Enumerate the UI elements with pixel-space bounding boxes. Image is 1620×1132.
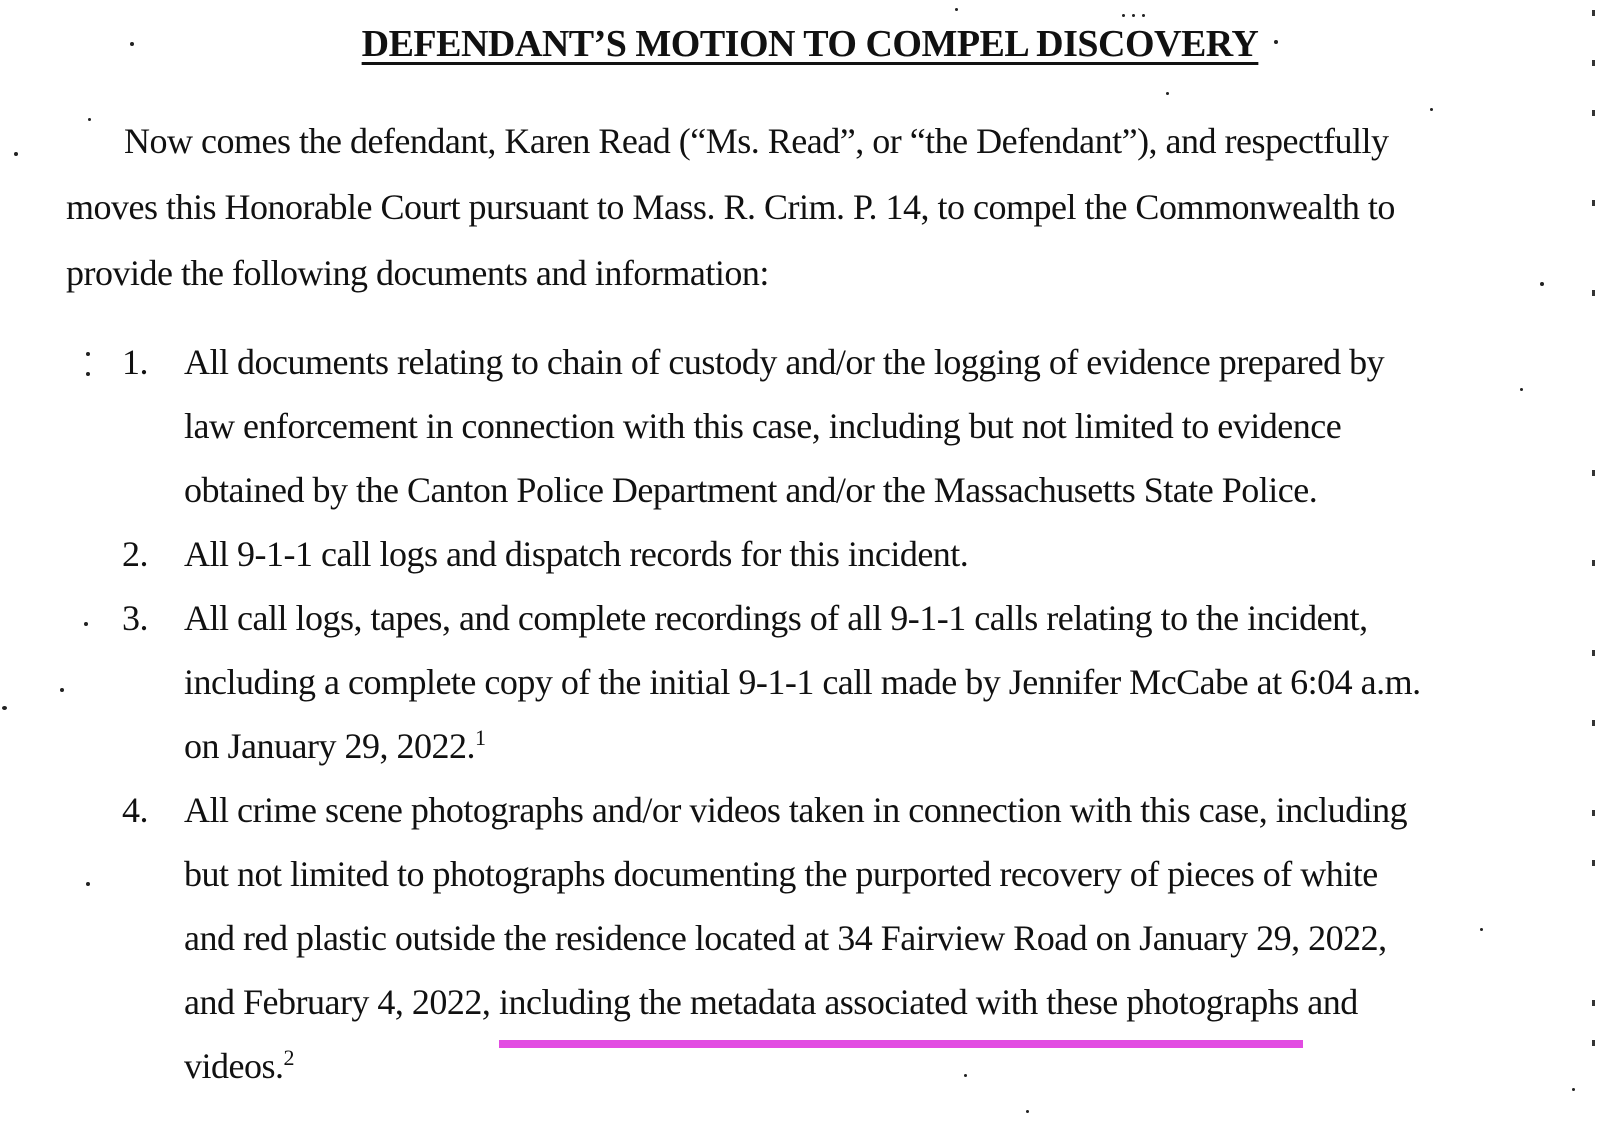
scan-speck [60,688,64,692]
scan-speck [86,352,90,356]
intro-line: Now comes the defendant, Karen Read (“Ms. Read”, or “the Defendant”), and respectfully [124,121,1389,161]
list-item-line [184,714,1620,778]
scan-speck [1166,92,1169,95]
scan-speck [86,372,90,376]
list-item-text: videos. [184,1046,284,1086]
scan-speck [1274,40,1278,44]
list-item [0,586,1620,778]
list-item-line: but not limited to photographs documenting the purported recovery of pieces of white [184,854,1378,894]
scan-speck [1520,388,1523,391]
list-item-number: 4. [122,790,148,830]
highlighted-text-content: including the metadata associated with these photographs [498,982,1299,1022]
list-item-line: All crime scene photographs and/or videos taken in connection with this case, including [184,790,1408,830]
scan-speck [86,882,90,886]
highlighted-text [499,970,1299,1034]
scan-speck [14,152,18,156]
document-title: DEFENDANT’S MOTION TO COMPEL DISCOVERY [361,23,1259,65]
list-item-line [184,970,1620,1034]
list-item-line: law enforcement in connection with this case, including but not limited to evidence [184,406,1342,446]
scan-speck [2,706,7,710]
list-item-number: 1. [122,342,148,382]
scan-speck [1572,1088,1575,1091]
list-item [0,778,1620,1098]
scan-edge-artifact [1592,0,1596,1132]
list-item-number: 2. [122,534,148,574]
scan-speck [88,118,91,121]
scan-speck [1430,108,1433,111]
scan-speck [130,42,134,46]
scan-speck [964,1074,967,1077]
list-item-line: All 9-1-1 call logs and dispatch records for this incident. [184,534,969,574]
scan-speck [1142,14,1145,17]
list-item-line: obtained by the Canton Police Department and/or the Massachusetts State Police. [184,470,1318,510]
list-item-line: and red plastic outside the residence located at 34 Fairview Road on January 29, 2022, [184,918,1387,958]
scan-speck [1480,928,1483,931]
scan-speck [955,8,958,11]
scan-speck [84,622,88,626]
highlight-underline [499,1040,1303,1048]
list-item [0,522,1620,586]
footnote-marker[interactable]: 2 [283,1045,294,1070]
list-item-text: and February 4, 2022, [184,982,499,1022]
footnote-marker[interactable]: 1 [474,725,486,750]
list-item-text: on January 29, 2022. [184,726,475,766]
intro-paragraph [66,108,1566,306]
intro-line: moves this Honorable Court pursuant to Mass. R. Crim. P. 14, to compel the Commonwealth to [66,187,1395,227]
scan-speck [1026,1110,1029,1113]
list-item [0,330,1620,522]
list-item-line: All call logs, tapes, and complete recordings of all 9-1-1 calls relating to the incident, [184,598,1368,638]
list-item-number: 3. [122,598,148,638]
list-item-line: including a complete copy of the initial 9-1-1 call made by Jennifer McCabe at 6:04 a.m. [184,662,1421,702]
list-item-text: and [1298,982,1358,1022]
scan-speck [1540,282,1544,286]
scan-speck [1122,14,1125,17]
list-item-line: All documents relating to chain of custody and/or the logging of evidence prepared by [184,342,1385,382]
intro-line: provide the following documents and information: [66,253,769,293]
request-list [0,330,1620,1098]
scan-speck [1132,14,1135,17]
